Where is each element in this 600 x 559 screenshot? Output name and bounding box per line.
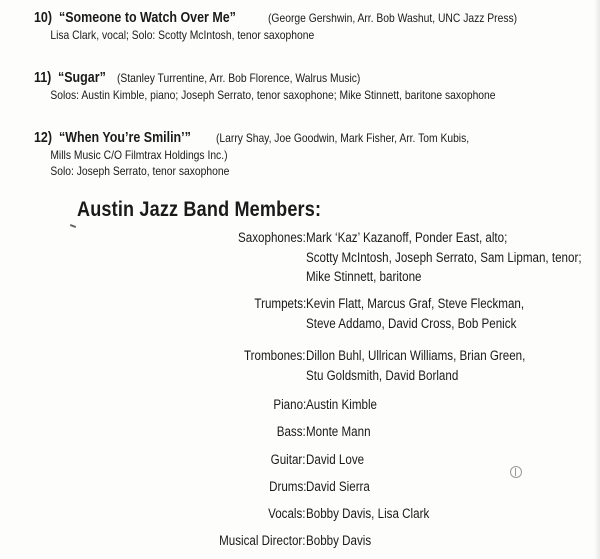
band-members-heading: Austin Jazz Band Members: [77, 198, 322, 221]
track-number: 12) [34, 130, 53, 146]
track-title: “Sugar” [57, 70, 106, 86]
instrument-label: Trumpets: [254, 296, 306, 311]
scan-mark [70, 224, 76, 228]
member-names [306, 346, 596, 385]
instrument-label: Trombones: [244, 348, 306, 363]
instrument-label: Saxophones: [238, 230, 306, 245]
track-publisher: Mills Music C/O Filmtrax Holdings Inc.) [50, 148, 228, 162]
track-performers: Solos: Austin Kimble, piano; Joseph Serrato, tenor saxophone; Mike Stinnett, baritone saxophone [50, 88, 496, 102]
track-11 [34, 69, 594, 103]
track-10 [34, 9, 594, 43]
member-line: David Love [306, 452, 365, 467]
member-line: Bobby Davis [306, 533, 372, 548]
member-line: Bobby Davis, Lisa Clark [306, 506, 430, 521]
track-credits: (Stanley Turrentine, Arr. Bob Florence, Walrus Music) [117, 71, 361, 85]
instrument-label: Vocals: [268, 506, 306, 521]
instrument-label: Musical Director: [219, 533, 306, 548]
track-heading [34, 69, 594, 87]
member-line: Scotty McIntosh, Joseph Serrato, Sam Lipman, tenor; [306, 249, 582, 265]
track-number: 10) [34, 10, 53, 26]
member-line: Monte Mann [306, 424, 371, 439]
member-line: David Sierra [306, 479, 370, 494]
member-line: Kevin Flatt, Marcus Graf, Steve Fleckman, [306, 296, 525, 311]
registration-mark-icon [510, 466, 522, 478]
member-line: Dillon Buhl, Ullrican Williams, Brian Green, [306, 348, 526, 363]
track-credits: (George Gershwin, Arr. Bob Washut, UNC Jazz Press) [268, 11, 518, 25]
member-names [306, 531, 596, 551]
track-title: “Someone to Watch Over Me” [58, 10, 236, 26]
track-credits: (Larry Shay, Joe Goodwin, Mark Fisher, Arr. Tom Kubis, [215, 131, 469, 145]
track-heading [34, 9, 594, 27]
track-number: 11) [34, 70, 52, 86]
instrument-label: Guitar: [271, 452, 306, 467]
member-names [306, 504, 596, 524]
member-names [306, 395, 596, 415]
member-names [306, 477, 596, 497]
member-names [306, 422, 596, 442]
track-performers: Lisa Clark, vocal; Solo: Scotty McIntosh, tenor saxophone [50, 28, 315, 42]
instrument-label: Bass: [276, 424, 306, 439]
member-line: Mike Stinnett, baritone [306, 269, 422, 284]
track-12 [34, 129, 594, 179]
instrument-label: Drums: [268, 479, 306, 494]
instrument-label: Piano: [273, 397, 306, 412]
page-edge-shadow [594, 0, 600, 559]
member-names [306, 228, 596, 287]
track-heading [34, 129, 594, 147]
track-performers: Solo: Joseph Serrato, tenor saxophone [50, 164, 230, 178]
member-line: Austin Kimble [306, 397, 377, 412]
track-title: “When You’re Smilin’” [58, 130, 191, 146]
member-line: Steve Addamo, David Cross, Bob Penick [306, 315, 517, 331]
member-line: Stu Goldsmith, David Borland [306, 367, 459, 383]
member-names [306, 450, 596, 470]
member-names [306, 294, 596, 333]
member-line: Mark ‘Kaz’ Kazanoff, Ponder East, alto; [306, 230, 508, 245]
